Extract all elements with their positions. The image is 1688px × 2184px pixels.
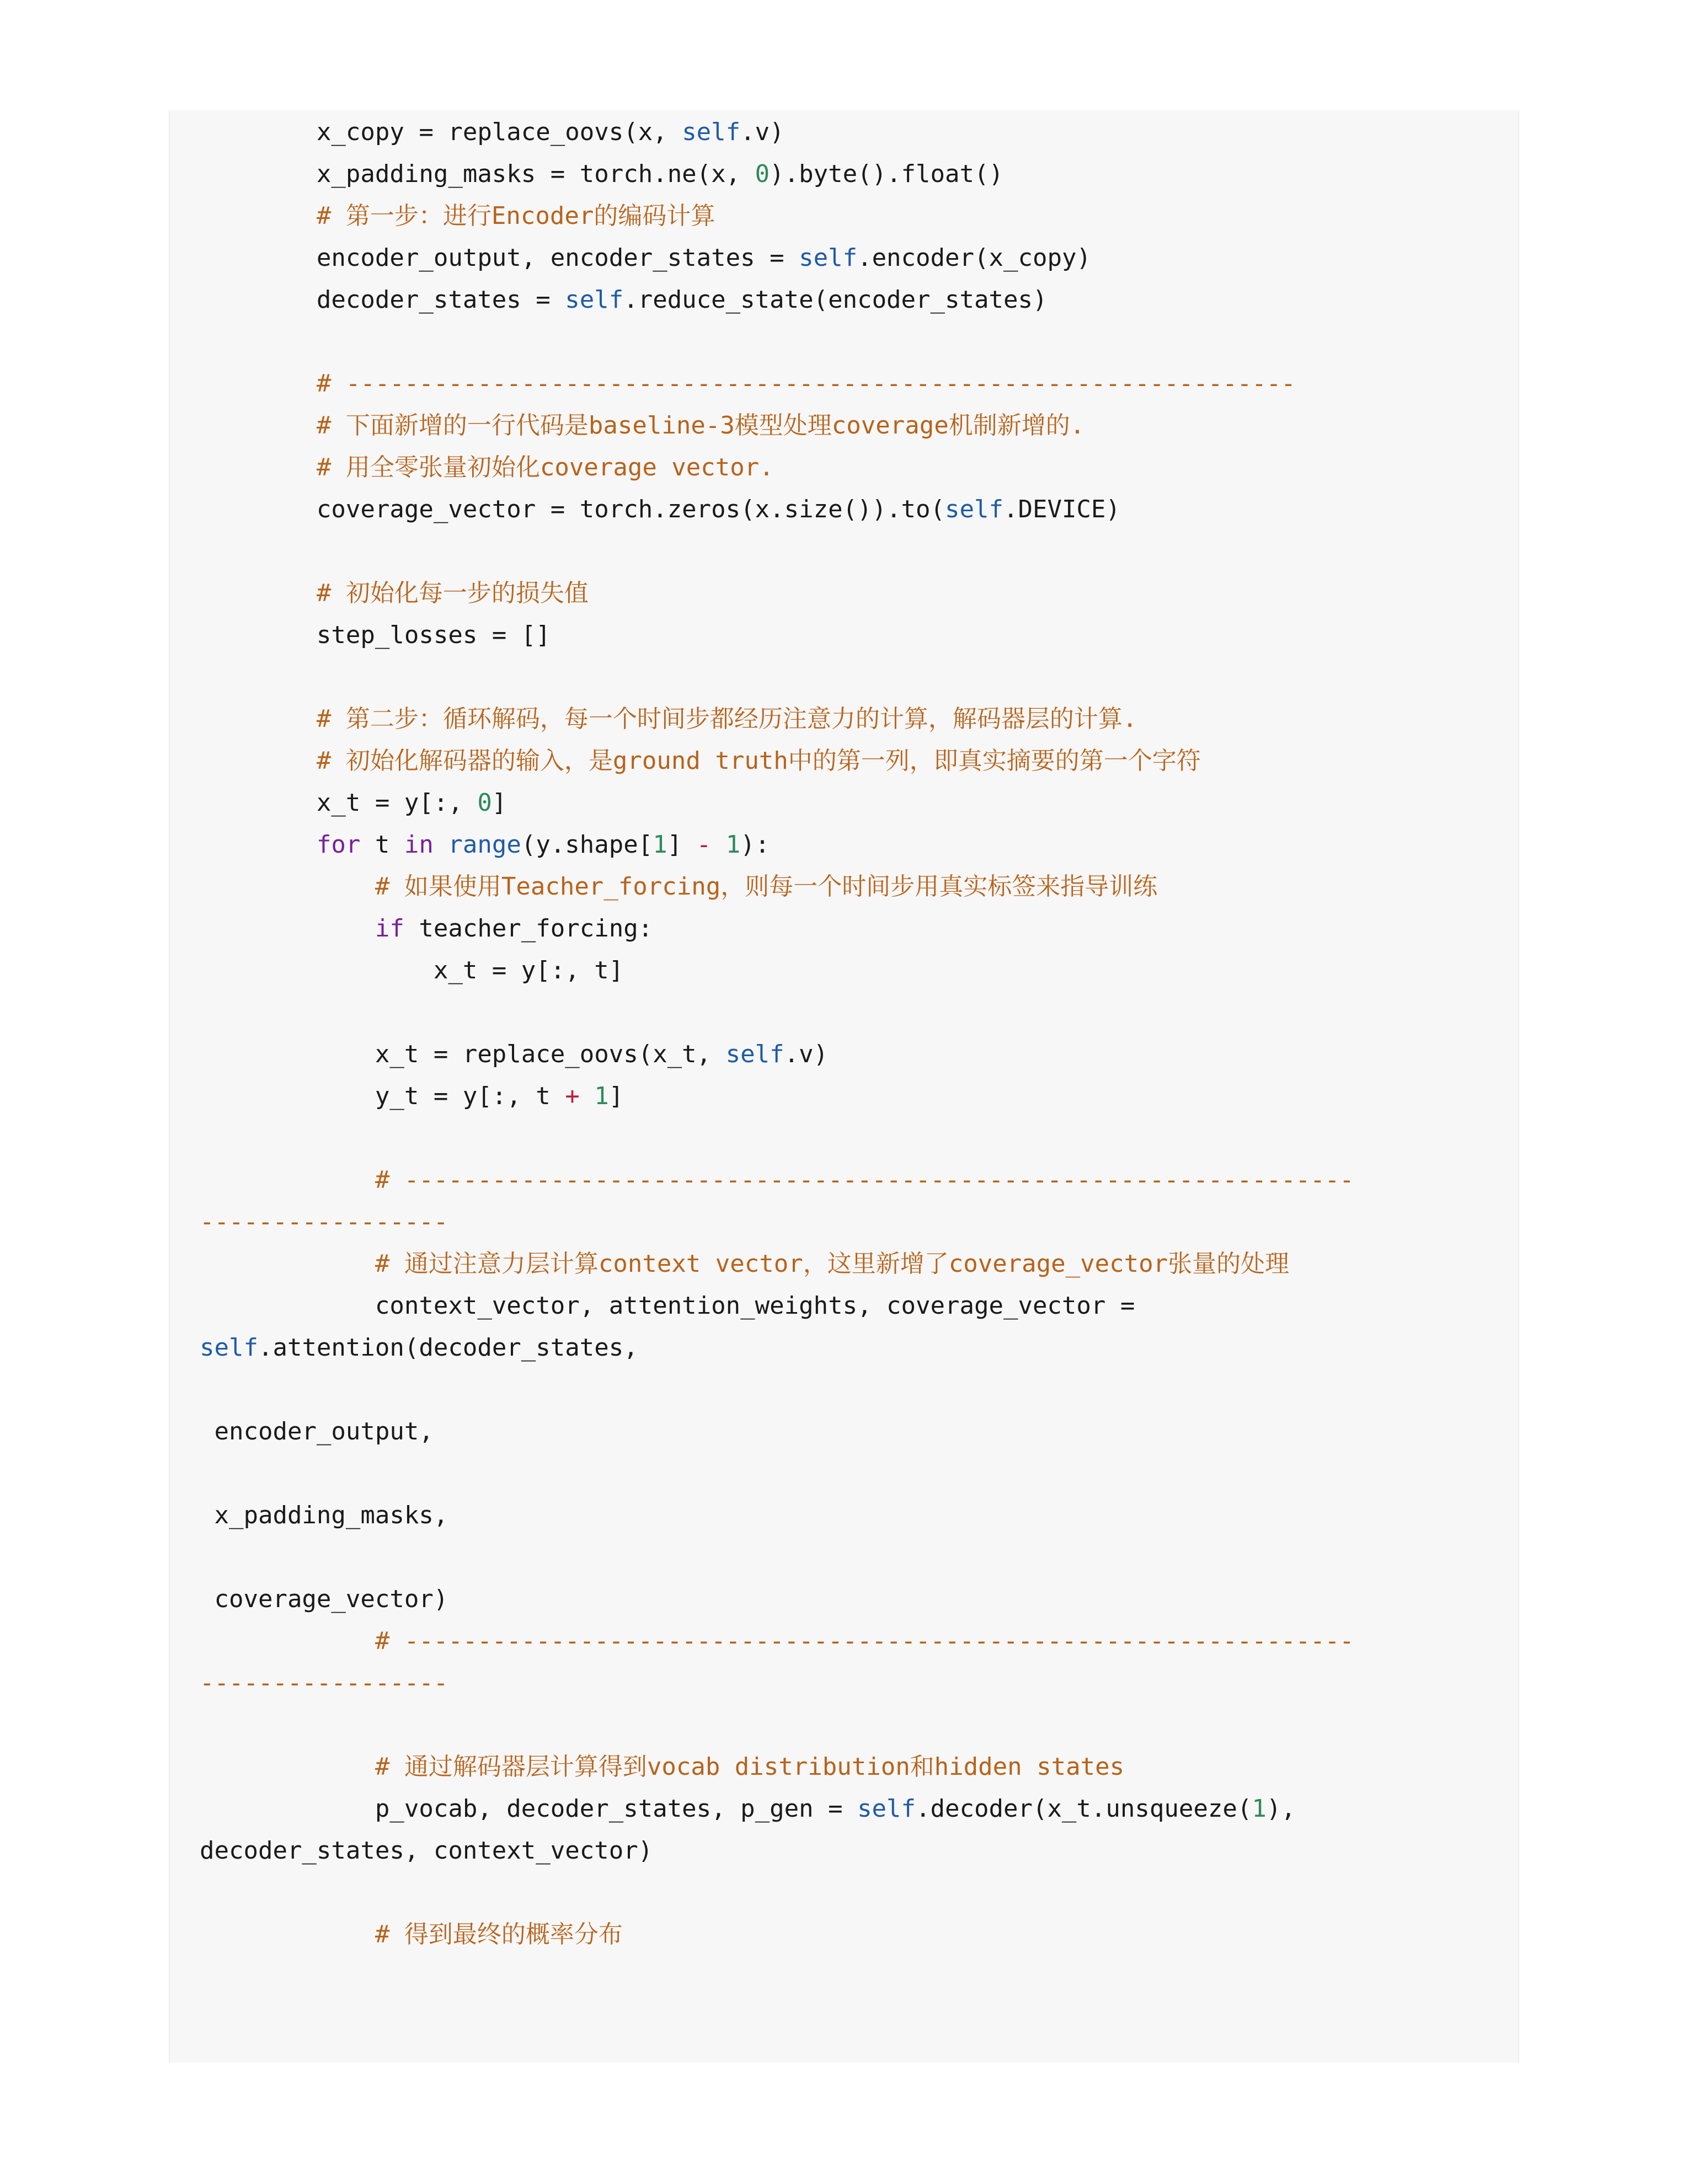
code-token-text [434, 831, 448, 859]
code-token-text [200, 831, 317, 859]
code-line [200, 1201, 448, 1243]
code-token-text: .v) [740, 118, 784, 146]
code-token-comment: # 初始化解码器的输入，是ground truth中的第一列，即真实摘要的第一个字符 [200, 747, 1201, 775]
code-line [200, 614, 551, 656]
code-token-text: ] [667, 831, 697, 859]
code-token-text: encoder_output, [200, 1417, 434, 1446]
code-token-operator: + [565, 1082, 580, 1110]
code-token-comment: # ----------------------------------------------------------------- [200, 370, 1296, 398]
code-token-text: t [360, 831, 404, 859]
code-token-text: .attention(decoder_states, [258, 1334, 638, 1362]
code-token-comment: # 初始化每一步的损失值 [200, 579, 589, 607]
code-token-text: ).byte().float() [770, 160, 1003, 188]
code-token-text [200, 914, 375, 943]
code-token-number: 0 [477, 789, 492, 817]
code-token-comment: # 下面新增的一行代码是baseline-3模型处理coverage机制新增的. [200, 411, 1085, 440]
code-line [200, 111, 784, 153]
code-token-text: x_t = replace_oovs(x_t, [200, 1040, 726, 1068]
code-token-text [580, 1082, 595, 1110]
code-line [200, 866, 1157, 908]
code-token-text: encoder_output, encoder_states = [200, 244, 799, 272]
code-token-comment: # 如果使用Teacher_forcing，则每一个时间步用真实标签来指导训练 [200, 872, 1158, 901]
code-token-text: y_t = y[:, t [200, 1082, 565, 1110]
code-token-text: decoder_states = [200, 286, 565, 314]
code-line [200, 1914, 623, 1956]
code-line [200, 1620, 1354, 1662]
code-line [200, 237, 1091, 279]
code-line [200, 1495, 448, 1537]
code-line [200, 1746, 1124, 1788]
code-token-comment: # ----------------------------------------------------------------- [200, 1166, 1354, 1194]
code-line [200, 1578, 448, 1620]
code-token-text: x_padding_masks = torch.ne(x, [200, 160, 755, 188]
code-token-self: self [200, 1334, 258, 1362]
code-token-self: self [565, 286, 624, 314]
code-line [200, 572, 589, 614]
code-line [200, 908, 653, 950]
code-token-keyword: if [375, 914, 404, 943]
code-token-text: ] [608, 1082, 624, 1110]
code-line [200, 824, 770, 866]
code-token-self: self [799, 244, 858, 272]
code-token-number: 1 [653, 831, 667, 859]
code-token-text: step_losses = [] [200, 621, 551, 649]
code-line [200, 1662, 448, 1704]
code-line [200, 1830, 653, 1872]
code-token-text: x_t = y[:, [200, 789, 478, 817]
code-block [169, 110, 1519, 2063]
code-token-comment: # ----------------------------------------------------------------- [200, 1627, 1354, 1655]
code-line [200, 1075, 623, 1117]
code-token-text: x_copy = replace_oovs(x, [200, 118, 682, 146]
code-line [200, 1159, 1354, 1201]
code-token-text: .DEVICE) [1003, 495, 1120, 523]
code-token-text: (y.shape[ [521, 831, 653, 859]
code-token-comment: # 用全零张量初始化coverage vector. [200, 453, 774, 481]
code-token-self: self [945, 495, 1003, 523]
code-token-text: x_padding_masks, [200, 1501, 448, 1529]
code-token-text: coverage_vector) [200, 1585, 448, 1613]
code-token-text: .reduce_state(encoder_states) [623, 286, 1048, 314]
code-line [200, 363, 1296, 405]
code-line [200, 447, 774, 489]
code-token-operator: - [696, 831, 712, 859]
code-token-number: 1 [594, 1082, 609, 1110]
code-line [200, 1243, 1289, 1285]
code-token-comment: # 得到最终的概率分布 [200, 1920, 623, 1949]
code-token-text: context_vector, attention_weights, coverage_vector = [200, 1292, 1135, 1320]
code-token-comment: # 通过注意力层计算context vector，这里新增了coverage_vector张量的处理 [200, 1250, 1290, 1278]
code-token-keyword: in [404, 831, 434, 859]
code-line [200, 782, 506, 824]
code-line [200, 195, 715, 237]
code-line [200, 405, 1085, 447]
code-line [200, 279, 1047, 321]
code-token-comment: # 第一步：进行Encoder的编码计算 [200, 202, 715, 230]
code-token-text [711, 831, 726, 859]
code-line [200, 740, 1201, 782]
code-token-text: p_vocab, decoder_states, p_gen = [200, 1795, 858, 1823]
code-token-text: decoder_states, context_vector) [200, 1837, 653, 1865]
code-line [200, 1327, 638, 1369]
code-token-builtin: range [448, 831, 521, 859]
code-token-self: self [857, 1795, 916, 1823]
code-token-comment: ----------------- [200, 1208, 448, 1236]
code-line [200, 153, 1003, 195]
code-token-text: teacher_forcing: [404, 914, 653, 943]
code-line [200, 1788, 1296, 1830]
code-token-number: 0 [755, 160, 770, 188]
code-token-keyword: for [316, 831, 361, 859]
code-token-text: ): [740, 831, 770, 859]
code-token-text: .encoder(x_copy) [857, 244, 1091, 272]
code-line [200, 698, 1137, 740]
code-token-comment: ----------------- [200, 1669, 448, 1697]
code-token-text: .decoder(x_t.unsqueeze( [916, 1795, 1252, 1823]
code-line [200, 1285, 1135, 1327]
code-token-comment: # 通过解码器层计算得到vocab distribution和hidden states [200, 1753, 1125, 1781]
code-token-comment: # 第二步：循环解码，每一个时间步都经历注意力的计算，解码器层的计算. [200, 705, 1137, 733]
code-token-text: ] [492, 789, 507, 817]
code-token-number: 1 [1252, 1795, 1267, 1823]
code-line [200, 1034, 828, 1075]
code-token-number: 1 [725, 831, 741, 859]
code-line [200, 489, 1120, 531]
code-token-text: x_t = y[:, t] [200, 956, 624, 984]
code-token-text: coverage_vector = torch.zeros(x.size()).to( [200, 495, 946, 523]
code-token-text: ), [1266, 1795, 1296, 1823]
code-token-self: self [725, 1040, 784, 1068]
code-line [200, 950, 623, 992]
code-token-text: .v) [784, 1040, 829, 1068]
code-token-self: self [682, 118, 741, 146]
code-line [200, 1411, 434, 1453]
